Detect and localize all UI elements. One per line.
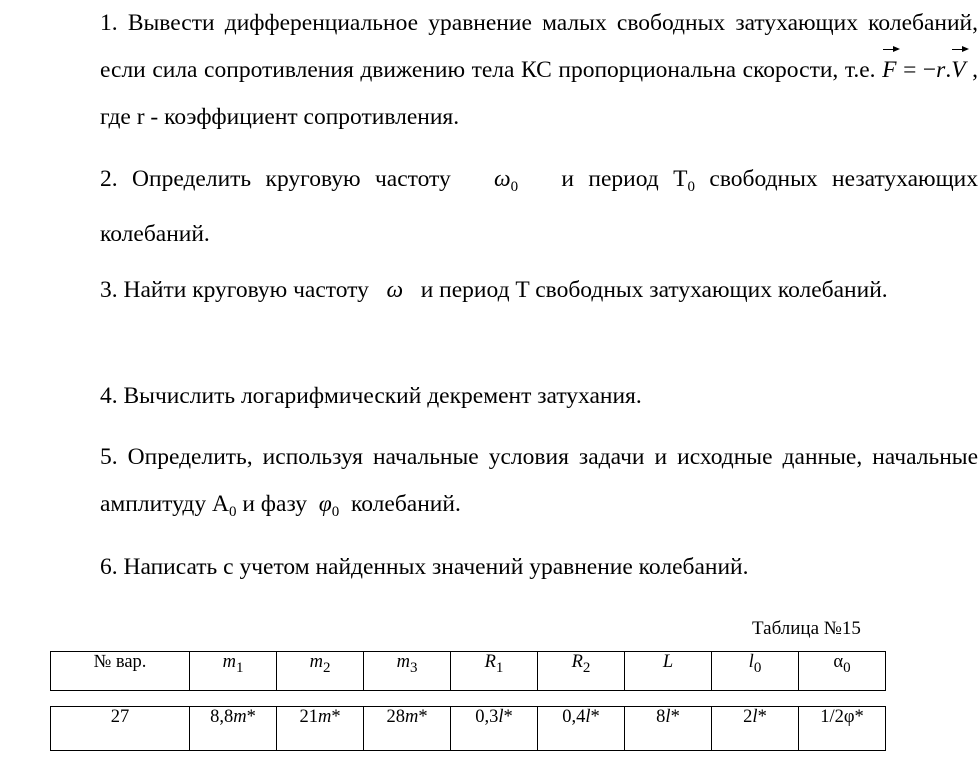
header-subscript: 0 — [753, 660, 762, 676]
cell-l — [625, 707, 712, 751]
header-cell-m3 — [364, 652, 451, 691]
header-subscript: 1 — [495, 660, 504, 676]
amplitude-subscript: 0 — [228, 504, 237, 520]
task-item-4: 4. Вычислить логарифмический декремент затухания. — [100, 383, 642, 409]
omega-zero-symbol — [494, 166, 519, 195]
formula-dot: . — [945, 57, 952, 83]
task-number: 5. — [100, 444, 118, 470]
task-text-end: свободных незатухающих колебаний. — [100, 166, 978, 247]
table-header-row — [51, 652, 886, 691]
header-cell-alpha0 — [799, 652, 886, 691]
header-label: α — [833, 652, 844, 672]
cell-unit: l — [752, 707, 758, 727]
task-item-2 — [33, 156, 978, 258]
cell-value: 1/2φ — [820, 707, 855, 727]
cell-unit: m — [317, 707, 332, 727]
omega-symbol: ω — [494, 166, 511, 192]
task-text-end: и период T свободных затухающих колебаний. — [420, 277, 888, 303]
variant-table-header — [50, 651, 886, 691]
header-label: R — [571, 652, 583, 672]
cell-mark: * — [331, 707, 341, 727]
force-formula — [882, 57, 965, 83]
variant-table-row — [50, 706, 886, 751]
resistance-coefficient-symbol: r — [936, 57, 946, 83]
cell-unit: l — [585, 707, 591, 727]
cell-mark: * — [418, 707, 428, 727]
header-subscript: 0 — [843, 660, 851, 676]
header-cell-l — [625, 652, 712, 691]
header-cell-m1 — [190, 652, 277, 691]
header-cell-r2 — [538, 652, 625, 691]
velocity-vector-symbol: V — [951, 47, 965, 94]
cell-value: 28 — [386, 707, 405, 727]
phi-zero-symbol — [318, 491, 340, 520]
cell-r2 — [538, 707, 625, 751]
cell-alpha0 — [799, 707, 886, 751]
task-text: Вывести дифференциальное уравнение малых свободных затухающих колебаний, если сила сопротивления движению тела КС пропорциональна скорости, т.е. — [100, 10, 978, 83]
cell-value: 27 — [110, 707, 130, 727]
cell-m1 — [190, 707, 277, 751]
header-cell-r1 — [451, 652, 538, 691]
cell-unit: m — [233, 707, 247, 727]
cell-l0 — [712, 707, 799, 751]
cell-mark: * — [503, 707, 513, 727]
header-label: L — [662, 652, 674, 672]
task-number: 2. — [100, 166, 118, 192]
header-label: R — [484, 652, 496, 672]
cell-value: 0,3 — [475, 707, 499, 727]
omega-symbol: ω — [386, 277, 404, 303]
formula-equals: = − — [896, 57, 937, 83]
cell-value: 8 — [656, 707, 666, 727]
cell-value: 21 — [299, 707, 318, 727]
cell-value: 2 — [743, 707, 753, 727]
header-cell-l0 — [712, 652, 799, 691]
task-item-3 — [33, 267, 978, 314]
header-subscript: 2 — [322, 660, 331, 676]
cell-m3 — [364, 707, 451, 751]
header-subscript: 2 — [582, 660, 591, 676]
cell-mark: * — [590, 707, 600, 727]
task-number: 1. — [100, 10, 118, 36]
header-cell-variant — [51, 652, 190, 691]
task-text-end: , где r - коэффициент сопротивления. — [100, 57, 978, 130]
period-subscript: 0 — [687, 179, 695, 195]
header-subscript: 1 — [235, 660, 244, 676]
task-text: и фазу — [242, 491, 307, 517]
task-item-6: 6. Написать с учетом найденных значений уравнение колебаний. — [100, 554, 749, 580]
header-subscript: 3 — [409, 660, 418, 676]
header-label: m — [396, 652, 410, 672]
phi-symbol: φ — [318, 491, 332, 517]
header-label: m — [222, 652, 236, 672]
cell-unit: l — [498, 707, 504, 727]
table-caption: Таблица №15 — [752, 618, 861, 639]
cell-mark: * — [757, 707, 767, 727]
task-number: 3. — [100, 277, 118, 303]
header-label: m — [309, 652, 323, 672]
header-label: l — [748, 652, 754, 672]
cell-unit: l — [665, 707, 671, 727]
cell-r1 — [451, 707, 538, 751]
cell-variant — [51, 707, 190, 751]
cell-mark: * — [246, 707, 256, 727]
task-item-1 — [33, 0, 978, 141]
cell-mark: * — [670, 707, 680, 727]
header-label: № вар. — [93, 652, 147, 672]
task-text: Найти круговую частоту — [123, 277, 369, 303]
cell-mark: * — [854, 707, 864, 727]
task-text: и период T — [561, 166, 688, 192]
phi-subscript: 0 — [331, 504, 340, 520]
task-item-5 — [33, 434, 978, 536]
cell-value: 0,4 — [562, 707, 586, 727]
task-text-end: колебаний. — [351, 491, 461, 517]
cell-unit: m — [404, 707, 419, 727]
table-row — [51, 707, 886, 751]
header-cell-m2 — [277, 652, 364, 691]
omega-subscript: 0 — [510, 179, 519, 195]
cell-m2 — [277, 707, 364, 751]
force-vector-symbol: F — [882, 47, 896, 94]
task-text: Определить, используя начальные условия задачи и исходные данные, начальные амплитуду A — [100, 444, 978, 517]
cell-value: 8,8 — [210, 707, 234, 727]
task-text: Определить круговую частоту — [132, 166, 451, 192]
